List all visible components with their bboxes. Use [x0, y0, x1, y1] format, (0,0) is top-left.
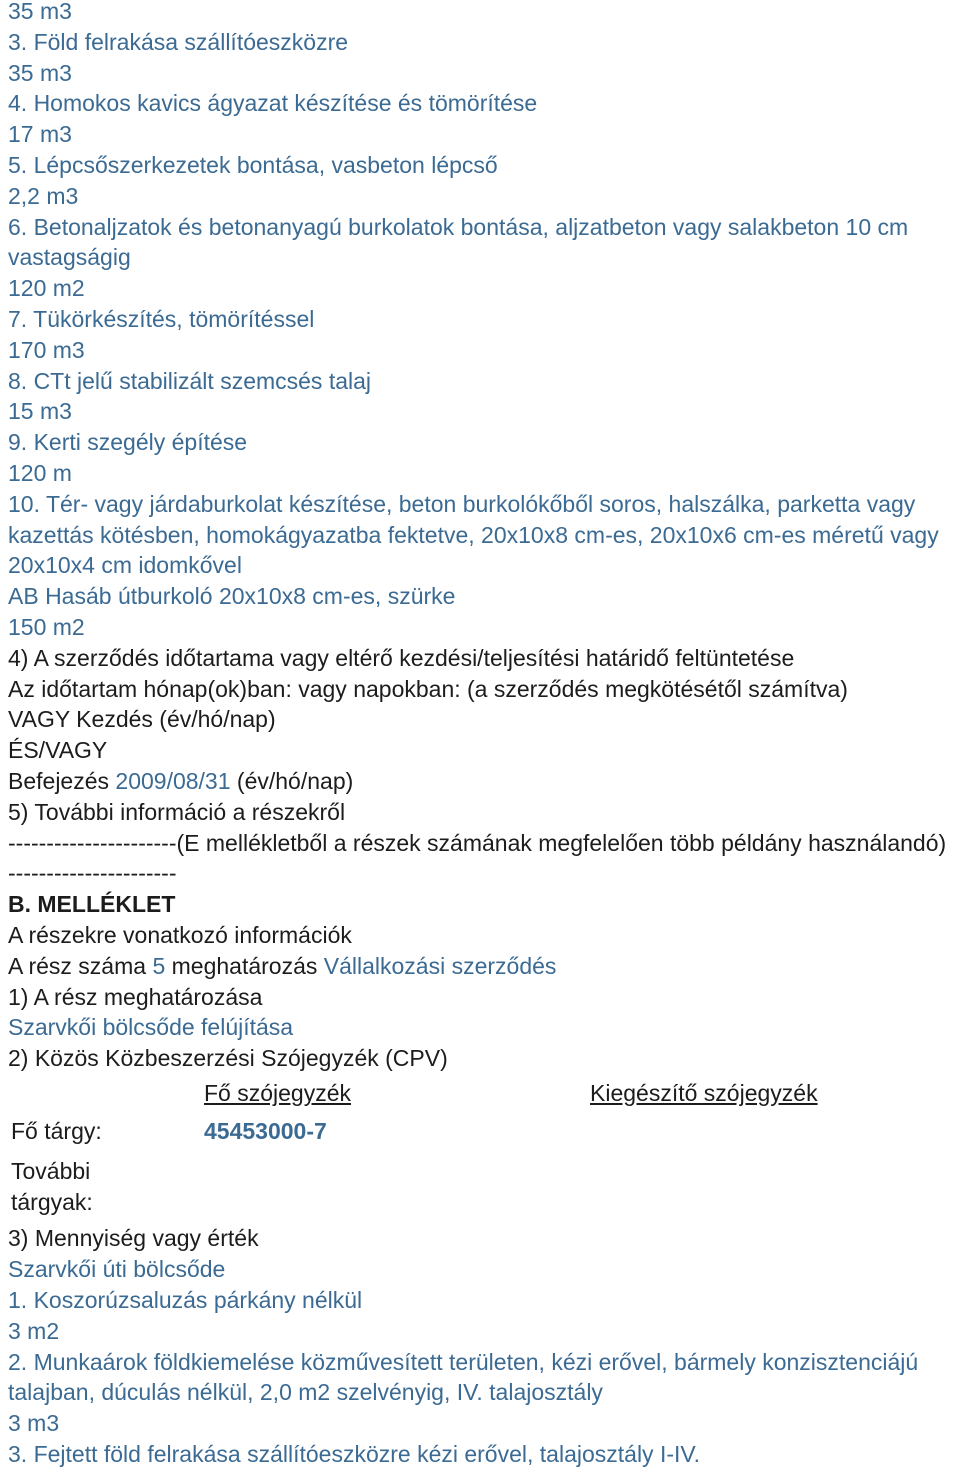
definition-value: Szarvkői bölcsőde felújítása: [8, 1014, 294, 1041]
annex-subtitle: A részekre vonatkozó információk: [8, 921, 352, 948]
quantity-list-bottom-line: 3. Fejtett föld felrakása szállítóeszközre kézi erővel, talajosztály I-IV.: [8, 1441, 701, 1468]
start-date-line: VAGY Kezdés (év/hó/nap): [8, 706, 276, 733]
quantity-list-bottom-line: 1. Koszorúzsaluzás párkány nélkül: [8, 1287, 363, 1314]
document-page: [8, 0, 953, 1470]
quantity-list-bottom-line: 2. Munkaárok földkiemelése közművesített területen, kézi erővel, bármely konzisztenciájú talajban, dúculás nélkül, 2,0 m2 szelvényig, IV. talajosztály: [8, 1348, 919, 1406]
cpv-main-column-header: Fő szójegyzék: [204, 1079, 352, 1106]
quantity-list-top: [8, 0, 953, 643]
cpv-main-row: [8, 1116, 953, 1152]
quantity-list-bottom-line: Szarvkői úti bölcsőde: [8, 1256, 226, 1283]
cpv-more-row: [8, 1156, 953, 1218]
duration-line: Az időtartam hónap(ok)ban: vagy napokban: (a szerződés megkötésétől számítva): [8, 675, 848, 702]
end-date-value: 2009/08/31: [115, 767, 231, 794]
part-number-line: [8, 951, 953, 982]
quantity-list-top-line: 10. Tér- vagy járdaburkolat készítése, beton burkolókőből soros, halszálka, parketta vagy kazettás kötésben, homokágyazatba fektetve, 20x10x8 cm-es, 20x10x6 cm-es méretű vagy 20x10x4 cm idomkővel: [8, 490, 939, 579]
quantity-list-top-line: 150 m2: [8, 613, 85, 640]
annex-title: B. MELLÉKLET: [8, 891, 176, 918]
quantity-list-top-line: 7. Tükörkészítés, tömörítéssel: [8, 305, 315, 332]
cpv-main-label: Fő tárgy:: [11, 1117, 102, 1144]
cpv-heading: 2) Közös Közbeszerzési Szójegyzék (CPV): [8, 1045, 448, 1072]
quantity-list-top-line: AB Hasáb útburkoló 20x10x8 cm-es, szürke: [8, 583, 456, 610]
quantity-list-bottom: [8, 1254, 953, 1470]
cpv-extra-column-header: Kiegészítő szójegyzék: [590, 1079, 818, 1106]
end-date-prefix: Befejezés: [8, 767, 116, 794]
separator-line: ----------------------(E mellékletből a részek számának megfelelően több példány használandó) ----------------------: [8, 829, 947, 887]
and-or-line: ÉS/VAGY: [8, 737, 108, 764]
part-mid: meghatározás: [165, 952, 324, 979]
part-prefix: A rész száma: [8, 952, 153, 979]
quantity-list-bottom-line: 3 m2: [8, 1317, 60, 1344]
section5-heading: 5) További információ a részekről: [8, 798, 346, 825]
quantity-list-top-line: 6. Betonaljzatok és betonanyagú burkolatok bontása, aljzatbeton vagy salakbeton 10 cm vastagságig: [8, 213, 909, 271]
quantity-list-top-line: 170 m3: [8, 336, 85, 363]
quantity-list-top-line: 8. CTt jelű stabilizált szemcsés talaj: [8, 367, 372, 394]
section3-heading: 3) Mennyiség vagy érték: [8, 1225, 259, 1252]
definition-heading: 1) A rész meghatározása: [8, 983, 263, 1010]
cpv-table-header: [8, 1078, 953, 1114]
quantity-list-top-line: 17 m3: [8, 121, 72, 148]
quantity-list-top-line: 35 m3: [8, 59, 72, 86]
quantity-list-top-line: 9. Kerti szegély építése: [8, 429, 248, 456]
section4-heading: 4) A szerződés időtartama vagy eltérő kezdési/teljesítési határidő feltüntetése: [8, 644, 795, 671]
end-date-line: [8, 766, 953, 797]
quantity-list-bottom-line: 3 m3: [8, 1410, 60, 1437]
end-date-suffix: (év/hó/nap): [230, 767, 354, 794]
quantity-list-top-line: 120 m2: [8, 275, 85, 302]
quantity-list-top-line: 5. Lépcsőszerkezetek bontása, vasbeton lépcső: [8, 151, 498, 178]
quantity-list-top-line: 15 m3: [8, 398, 72, 425]
part-number: 5: [152, 952, 166, 979]
part-name: Vállalkozási szerződés: [323, 952, 557, 979]
quantity-list-top-line: 4. Homokos kavics ágyazat készítése és tömörítése: [8, 90, 538, 117]
cpv-more-label: További tárgyak:: [11, 1157, 93, 1215]
quantity-list-top-line: 3. Föld felrakása szállítóeszközre: [8, 28, 349, 55]
cpv-main-code: 45453000-7: [204, 1117, 327, 1144]
quantity-list-top-line: 35 m3: [8, 0, 72, 24]
quantity-list-top-line: 120 m: [8, 459, 72, 486]
quantity-list-top-line: 2,2 m3: [8, 182, 79, 209]
